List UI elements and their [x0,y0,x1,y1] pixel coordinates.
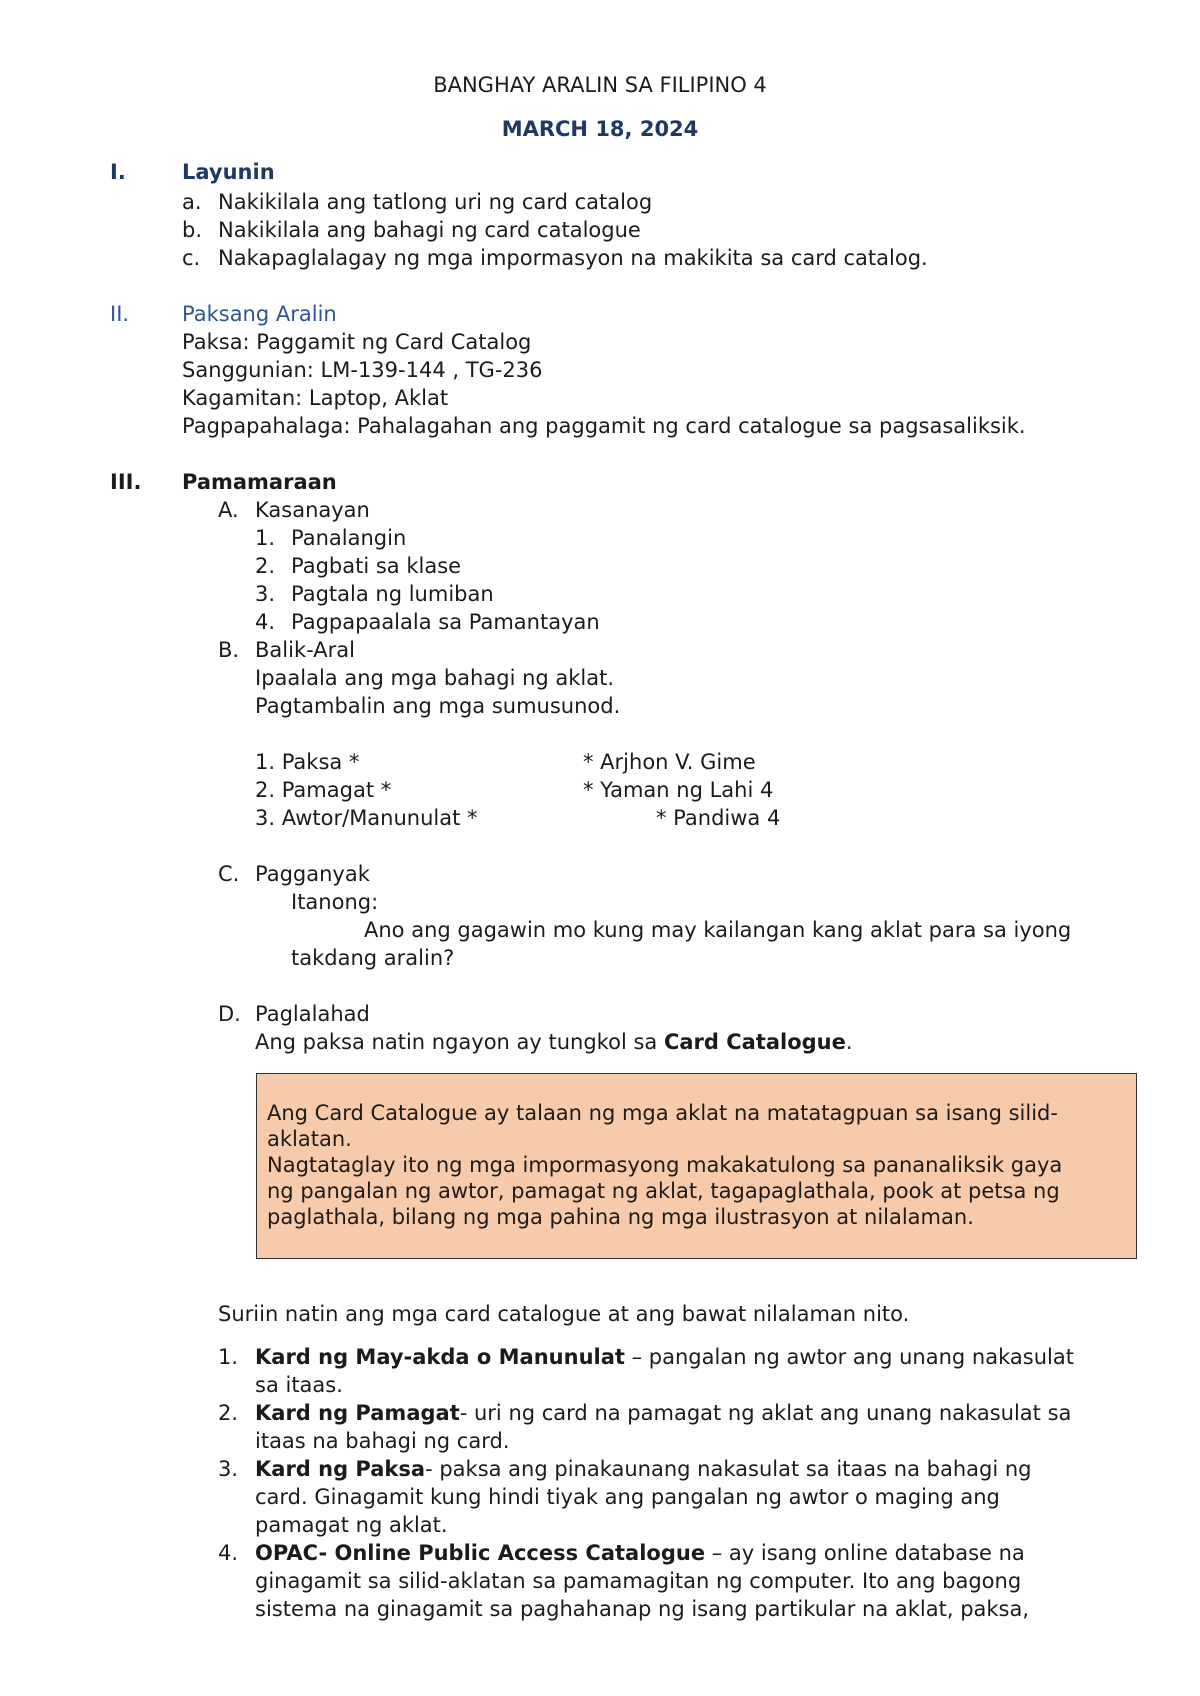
part-b-title: Balik-Aral [255,638,355,662]
objective-item: Nakikilala ang bahagi ng card catalogue [218,218,641,242]
section-1-title: Layunin [182,160,275,184]
matching-left: 2. Pamagat * [255,778,392,802]
step-marker: 1. [255,526,276,550]
card-marker: 2. [218,1401,239,1425]
objective-marker: a. [182,190,202,214]
page-title: BANGHAY ARALIN SA FILIPINO 4 [433,73,767,97]
card-type-title: Kard ng Pamagat- uri ng card na pamagat ng aklat ang unang nakasulat sa [255,1401,1072,1425]
card-marker: 3. [218,1457,239,1481]
card-marker: 1. [218,1345,239,1369]
step-item: Panalangin [291,526,407,550]
section-1-numeral: I. [110,160,126,184]
step-marker: 3. [255,582,276,606]
lesson-date: MARCH 18, 2024 [501,117,699,141]
card-type-opac-cont: ginagamit sa silid-aklatan sa pamamagitan ng computer. Ito ang bagong [255,1569,1022,1593]
motivation-question: Ano ang gagawin mo kung may kailangan kang aklat para sa iyong [364,918,1072,942]
matching-left: 1. Paksa * [255,750,360,774]
review-line: Ipaalala ang mga bahagi ng aklat. [255,666,615,690]
matching-instruction: Pagtambalin ang mga sumusunod. [255,694,621,718]
part-d-marker: D. [218,1002,241,1026]
motivation-prompt: Itanong: [291,890,379,914]
matching-right: * Arjhon V. Gime [583,750,756,774]
card-type-title-cont: itaas na bahagi ng card. [255,1429,510,1453]
part-d-title: Paglalahad [255,1002,370,1026]
card-marker: 4. [218,1541,239,1565]
definition-text: Ang Card Catalogue ay talaan ng mga aklat na matatagpuan sa isang silid- aklatan. Nagtataglay ito ng mga impormasyong makakatulong sa pananaliksik gaya ng pangalan ng awtor, pamagat ng aklat, tagapaglathala, pook at petsa ng paglathala, bilang ng mga pahina ng mga ilustrasyon at nilalaman. [267,1101,1063,1229]
step-item: Pagpapaalala sa Pamantayan [291,610,600,634]
part-c-marker: C. [218,862,240,886]
matching-right: * Yaman ng Lahi 4 [583,778,774,802]
materials-line: Kagamitan: Laptop, Aklat [182,386,449,410]
card-type-opac: OPAC- Online Public Access Catalogue – ay isang online database na [255,1541,1025,1565]
section-3-numeral: III. [110,470,142,494]
part-b-marker: B. [218,638,240,662]
card-type-opac-cont: sistema na ginagamit sa paghahanap ng isang partikular na aklat, paksa, [255,1597,1030,1621]
presentation-intro: Ang paksa natin ngayon ay tungkol sa Card Catalogue. [255,1030,853,1054]
examine-instruction: Suriin natin ang mga card catalogue at ang bawat nilalaman nito. [218,1302,910,1326]
matching-right: * Pandiwa 4 [656,806,781,830]
reference-line: Sanggunian: LM-139-144 , TG-236 [182,358,543,382]
motivation-question-cont: takdang aralin? [291,946,455,970]
objective-item: Nakapaglalagay ng mga impormasyon na makikita sa card catalog. [218,246,928,270]
part-c-title: Pagganyak [255,862,370,886]
objective-item: Nakikilala ang tatlong uri ng card catalog [218,190,653,214]
card-type-subject-cont: card. Ginagamit kung hindi tiyak ang pangalan ng awtor o maging ang [255,1485,1000,1509]
subject-line: Paksa: Paggamit ng Card Catalog [182,330,532,354]
section-3-title: Pamamaraan [182,470,337,494]
part-a-marker: A. [218,498,239,522]
objective-marker: b. [182,218,203,242]
step-item: Pagtala ng lumiban [291,582,494,606]
card-type-author: Kard ng May-akda o Manunulat – pangalan ng awtor ang unang nakasulat [255,1345,1074,1369]
card-type-author-cont: sa itaas. [255,1373,343,1397]
matching-left: 3. Awtor/Manunulat * [255,806,478,830]
objective-marker: c. [182,246,201,270]
section-2-title: Paksang Aralin [182,302,337,326]
definition-box [256,1073,1137,1259]
card-catalogue-term: Card Catalogue [663,1030,846,1054]
card-type-subject-cont: pamagat ng aklat. [255,1513,448,1537]
card-type-subject: Kard ng Paksa- paksa ang pinakaunang nakasulat sa itaas na bahagi ng [255,1457,1032,1481]
part-a-title: Kasanayan [255,498,370,522]
step-item: Pagbati sa klase [291,554,462,578]
step-marker: 2. [255,554,276,578]
section-2-numeral: II. [110,302,130,326]
step-marker: 4. [255,610,276,634]
values-line: Pagpapahalaga: Pahalagahan ang paggamit ng card catalogue sa pagsasaliksik. [182,414,1026,438]
